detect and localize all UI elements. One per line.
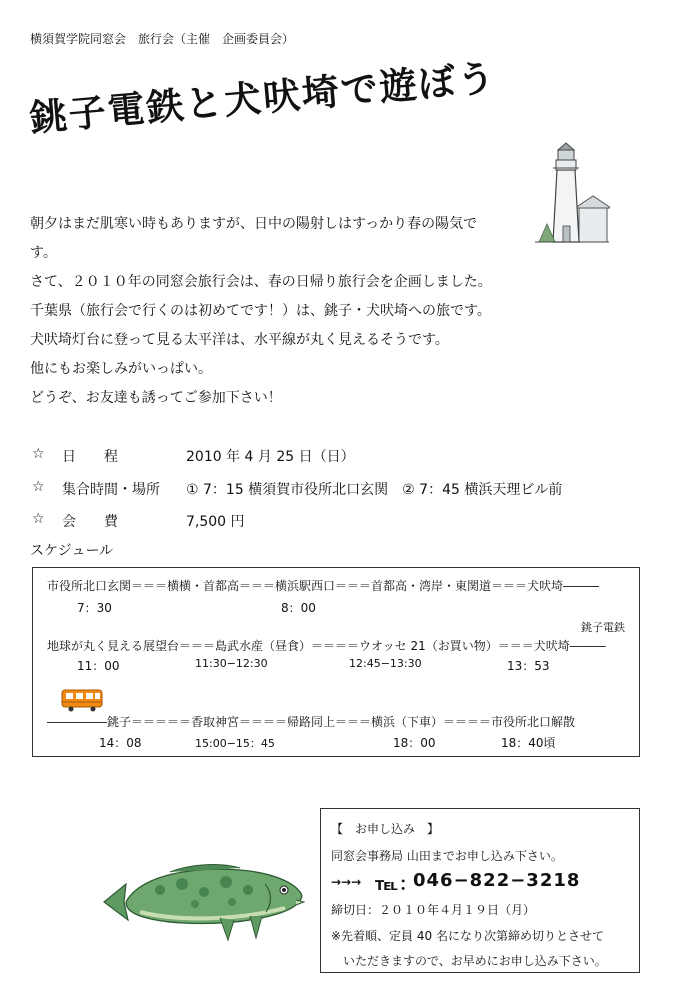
schedule-time: 11:30−12:30 [195, 657, 268, 670]
fee-value: 7,500 円 [186, 514, 245, 530]
star-icon: ☆ [32, 446, 45, 462]
intro-paragraph [30, 210, 492, 413]
contact-note: いただきますので、お早めにお申し込み下さい。 [343, 954, 607, 968]
star-icon: ☆ [32, 511, 45, 527]
train-icon [61, 688, 103, 712]
fish-illustration [100, 862, 305, 947]
deadline: 締切日：２０１０年４月１９日（月） [331, 903, 536, 917]
schedule-box [32, 567, 640, 757]
schedule-route-3: ―――――銚子＝＝＝＝＝香取神宮＝＝＝＝帰路同上＝＝＝横浜（下車）＝＝＝＝市役所北口解散 [47, 715, 576, 729]
arrow-icon: →→→ [331, 875, 362, 889]
choshi-dentetsu-label: 銚子電鉄 [581, 621, 625, 634]
schedule-time: 13：53 [507, 659, 550, 673]
intro-line: す。 [30, 245, 57, 261]
tel-label: ℡： [375, 874, 419, 895]
date-label: 日 程 [62, 449, 118, 465]
star-icon: ☆ [32, 479, 45, 495]
schedule-heading: スケジュール [30, 543, 114, 559]
meet-value: ① 7：15 横須賀市役所北口玄関 ② 7：45 横浜天理ビル前 [186, 482, 563, 498]
contact-note: ※先着順、定員 40 名になり次第締め切りとさせて [331, 929, 604, 943]
tel-number: 046−822−3218 [413, 870, 581, 891]
schedule-time: 11：00 [77, 659, 120, 673]
schedule-time: 15:00−15：45 [195, 737, 275, 750]
schedule-time: 7：30 [77, 601, 112, 615]
contact-office: 同窓会事務局 山田までお申し込み下さい。 [331, 849, 563, 863]
header-text: 横須賀学院同窓会 旅行会（主催 企画委員会） [30, 32, 295, 46]
intro-line: 朝夕はまだ肌寒い時もありますが、日中の陽射しはすっかり春の陽気で [30, 216, 478, 232]
schedule-time: 18：40頃 [501, 736, 556, 750]
schedule-route-1: 市役所北口玄関＝＝＝横横・首都高＝＝＝横浜駅西口＝＝＝首都高・湾岸・東関道＝＝＝犬吠埼――― [47, 579, 600, 593]
meet-label: 集合時間・場所 [62, 482, 160, 498]
lighthouse-illustration [535, 140, 610, 245]
intro-line: 犬吠埼灯台に登って見る太平洋は、水平線が丸く見えるそうです。 [30, 332, 449, 348]
date-value: 2010 年 4 月 25 日（日） [186, 449, 355, 465]
schedule-route-2: 地球が丸く見える展望台＝＝＝島武水産（昼食）＝＝＝＝ウオッセ 21（お買い物）＝＝＝犬吠埼――― [47, 639, 606, 653]
fee-label: 会 費 [62, 514, 118, 530]
intro-line: さて、２０１０年の同窓会旅行会は、春の日帰り旅行会を企画しました。 [30, 274, 492, 290]
contact-title: 【 お申し込み 】 [331, 822, 440, 836]
contact-box [320, 808, 640, 973]
schedule-time: 18：00 [393, 736, 436, 750]
intro-line: 他にもお楽しみがいっぱい。 [30, 361, 212, 377]
schedule-time: 12:45−13:30 [349, 657, 422, 670]
page-title: 銚子電鉄と犬吠埼で遊ぼう [28, 56, 499, 141]
schedule-time: 14：08 [99, 736, 142, 750]
intro-line: どうぞ、お友達も誘ってご参加下さい！ [30, 390, 282, 406]
intro-line: 千葉県（旅行会で行くのは初めてです！）は、銚子・犬吠埼への旅です。 [30, 303, 491, 319]
schedule-time: 8：00 [281, 601, 316, 615]
